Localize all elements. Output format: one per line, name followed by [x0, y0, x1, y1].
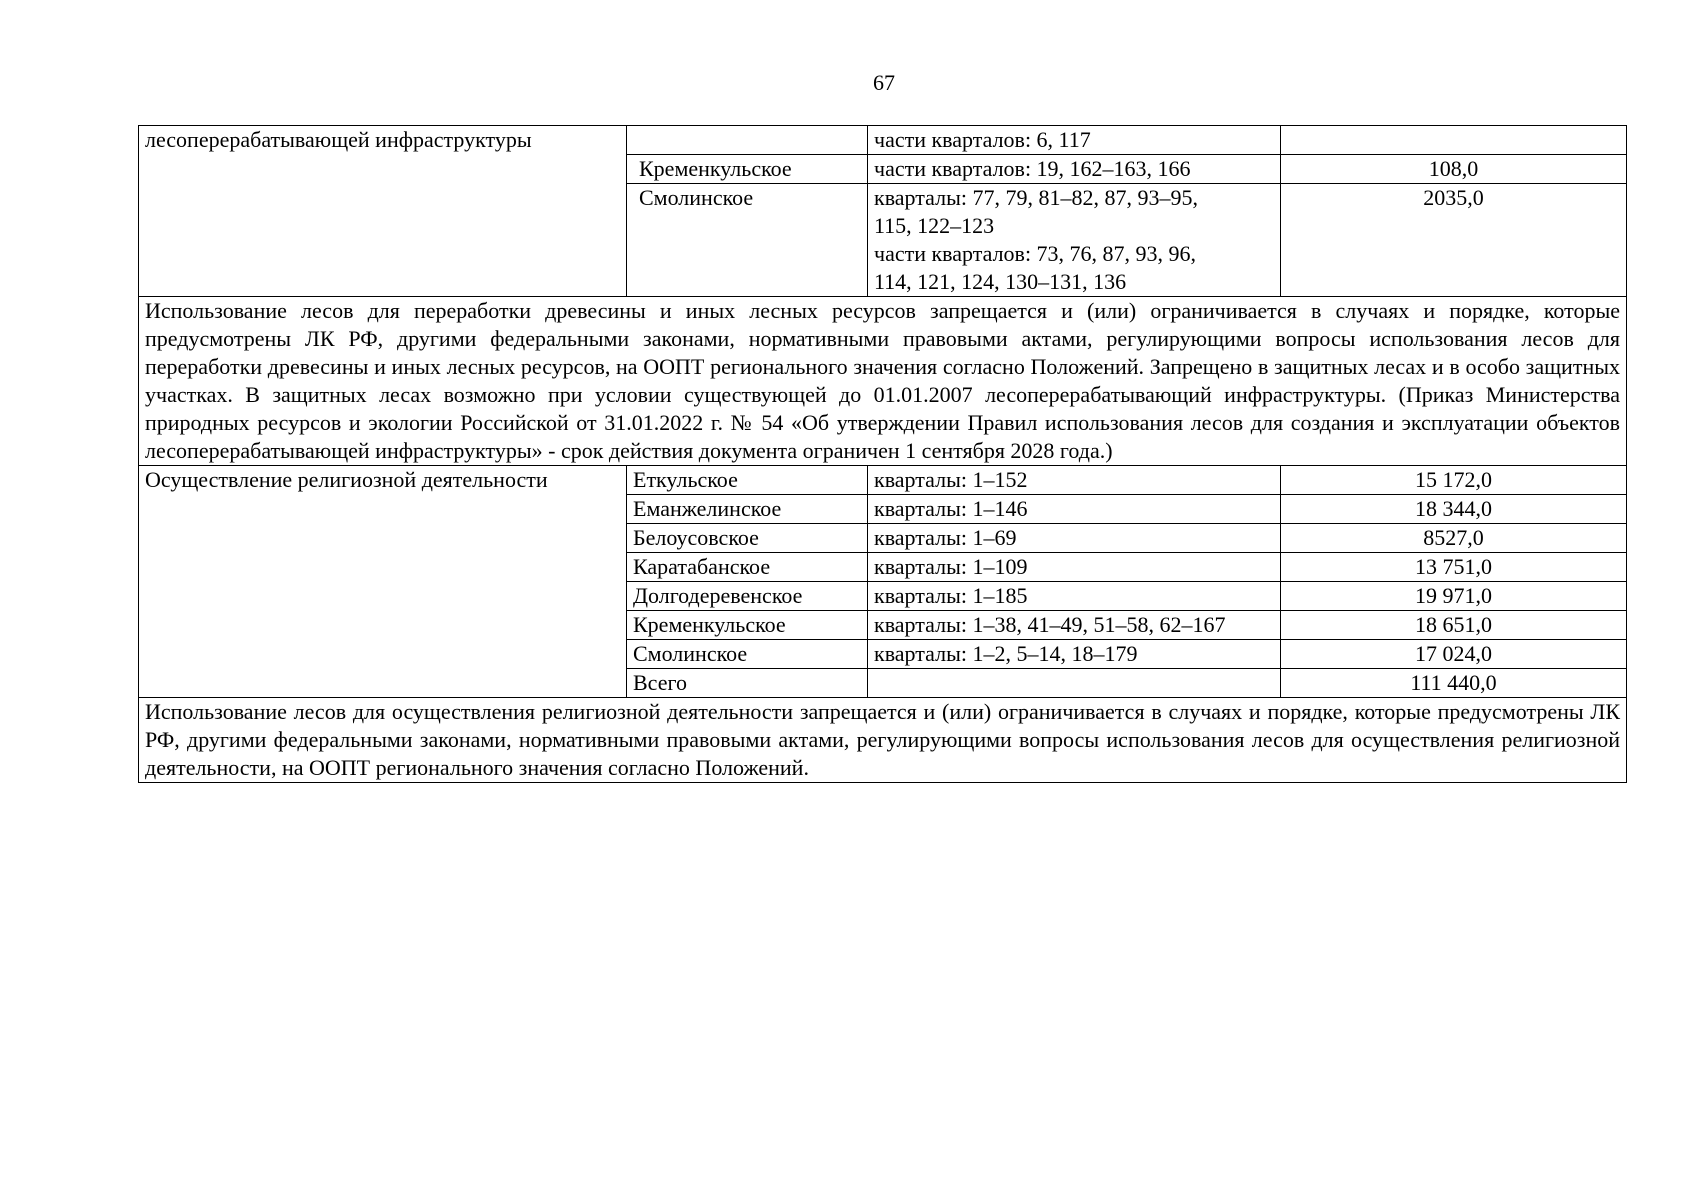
area-cell: 108,0 — [1281, 155, 1627, 184]
table-row — [139, 126, 1627, 155]
table-row — [139, 698, 1627, 783]
quarters-line: кварталы: 77, 79, 81–82, 87, 93–95, — [874, 185, 1198, 210]
activity-cell: Осуществление религиозной деятельности — [139, 466, 627, 698]
quarters-line: 114, 121, 124, 130–131, 136 — [874, 269, 1127, 294]
forestry-cell — [627, 126, 868, 155]
quarters-cell: кварталы: 1–38, 41–49, 51–58, 62–167 — [868, 611, 1281, 640]
restriction-note: Использование лесов для переработки древесины и иных лесных ресурсов запрещается и (или) ограничивается в случаях и порядке, которые предусмотрены ЛК РФ, другими федеральными законами, нормативными правовыми актами, регулирующими вопросы использования лесов для переработки древесины и иных лесных ресурсов, на ООПТ регионального значения согласно Положений. Запрещено в защитных лесах и в особо защитных участках. В защитных лесах возможно при условии существующей до 01.01.2007 лесоперерабатывающий инфраструктуры. (Приказ Министерства природных ресурсов и экологии Российской от 31.01.2022 г. № 54 «Об утверждении Правил использования лесов для создания и эксплуатации объектов лесоперерабатывающей инфраструктуры» - срок действия документа ограничен 1 сентября 2028 года.) — [139, 297, 1627, 466]
table-row — [139, 297, 1627, 466]
area-cell: 19 971,0 — [1281, 582, 1627, 611]
quarters-cell — [868, 126, 1281, 155]
forestry-cell: Еткульское — [627, 466, 868, 495]
area-cell: 2035,0 — [1281, 184, 1627, 297]
area-cell: 18 344,0 — [1281, 495, 1627, 524]
restriction-note: Использование лесов для осуществления религиозной деятельности запрещается и (или) ограничивается в случаях и порядке, которые предусмотрены ЛК РФ, другими федеральными законами, нормативными правовыми актами, регулирующими вопросы использования лесов для осуществления религиозной деятельности, на ООПТ регионального значения согласно Положений. — [139, 698, 1627, 783]
activity-cell: лесоперерабатывающей инфраструктуры — [139, 126, 627, 297]
total-label-cell: Всего — [627, 669, 868, 698]
area-cell: 13 751,0 — [1281, 553, 1627, 582]
forestry-cell: Еманжелинское — [627, 495, 868, 524]
forestry-cell: Кременкульское — [627, 155, 868, 184]
forestry-cell: Белоусовское — [627, 524, 868, 553]
area-cell: 8527,0 — [1281, 524, 1627, 553]
forestry-cell: Смолинское — [627, 184, 868, 297]
total-area-cell: 111 440,0 — [1281, 669, 1627, 698]
area-cell — [1281, 126, 1627, 155]
forestry-cell: Долгодеревенское — [627, 582, 868, 611]
area-cell: 15 172,0 — [1281, 466, 1627, 495]
quarters-cell — [868, 155, 1281, 184]
table-row — [139, 466, 1627, 495]
quarters-cell: кварталы: 1–69 — [868, 524, 1281, 553]
quarters-cell — [868, 669, 1281, 698]
quarters-line: 115, 122–123 — [874, 213, 995, 238]
quarters-cell: кварталы: 1–146 — [868, 495, 1281, 524]
page-number: 67 — [873, 70, 895, 95]
quarters-line: части кварталов: 19, 162–163, 166 — [874, 156, 1191, 181]
forestry-cell: Смолинское — [627, 640, 868, 669]
forest-use-table — [138, 125, 1627, 783]
quarters-cell: кварталы: 1–152 — [868, 466, 1281, 495]
quarters-cell: кварталы: 1–185 — [868, 582, 1281, 611]
quarters-cell: кварталы: 1–2, 5–14, 18–179 — [868, 640, 1281, 669]
quarters-line: части кварталов: 6, 117 — [874, 127, 1091, 152]
forestry-cell: Кременкульское — [627, 611, 868, 640]
quarters-cell: кварталы: 1–109 — [868, 553, 1281, 582]
forestry-cell: Каратабанское — [627, 553, 868, 582]
area-cell: 17 024,0 — [1281, 640, 1627, 669]
quarters-cell — [868, 184, 1281, 297]
quarters-line: части кварталов: 73, 76, 87, 93, 96, — [874, 241, 1197, 266]
area-cell: 18 651,0 — [1281, 611, 1627, 640]
